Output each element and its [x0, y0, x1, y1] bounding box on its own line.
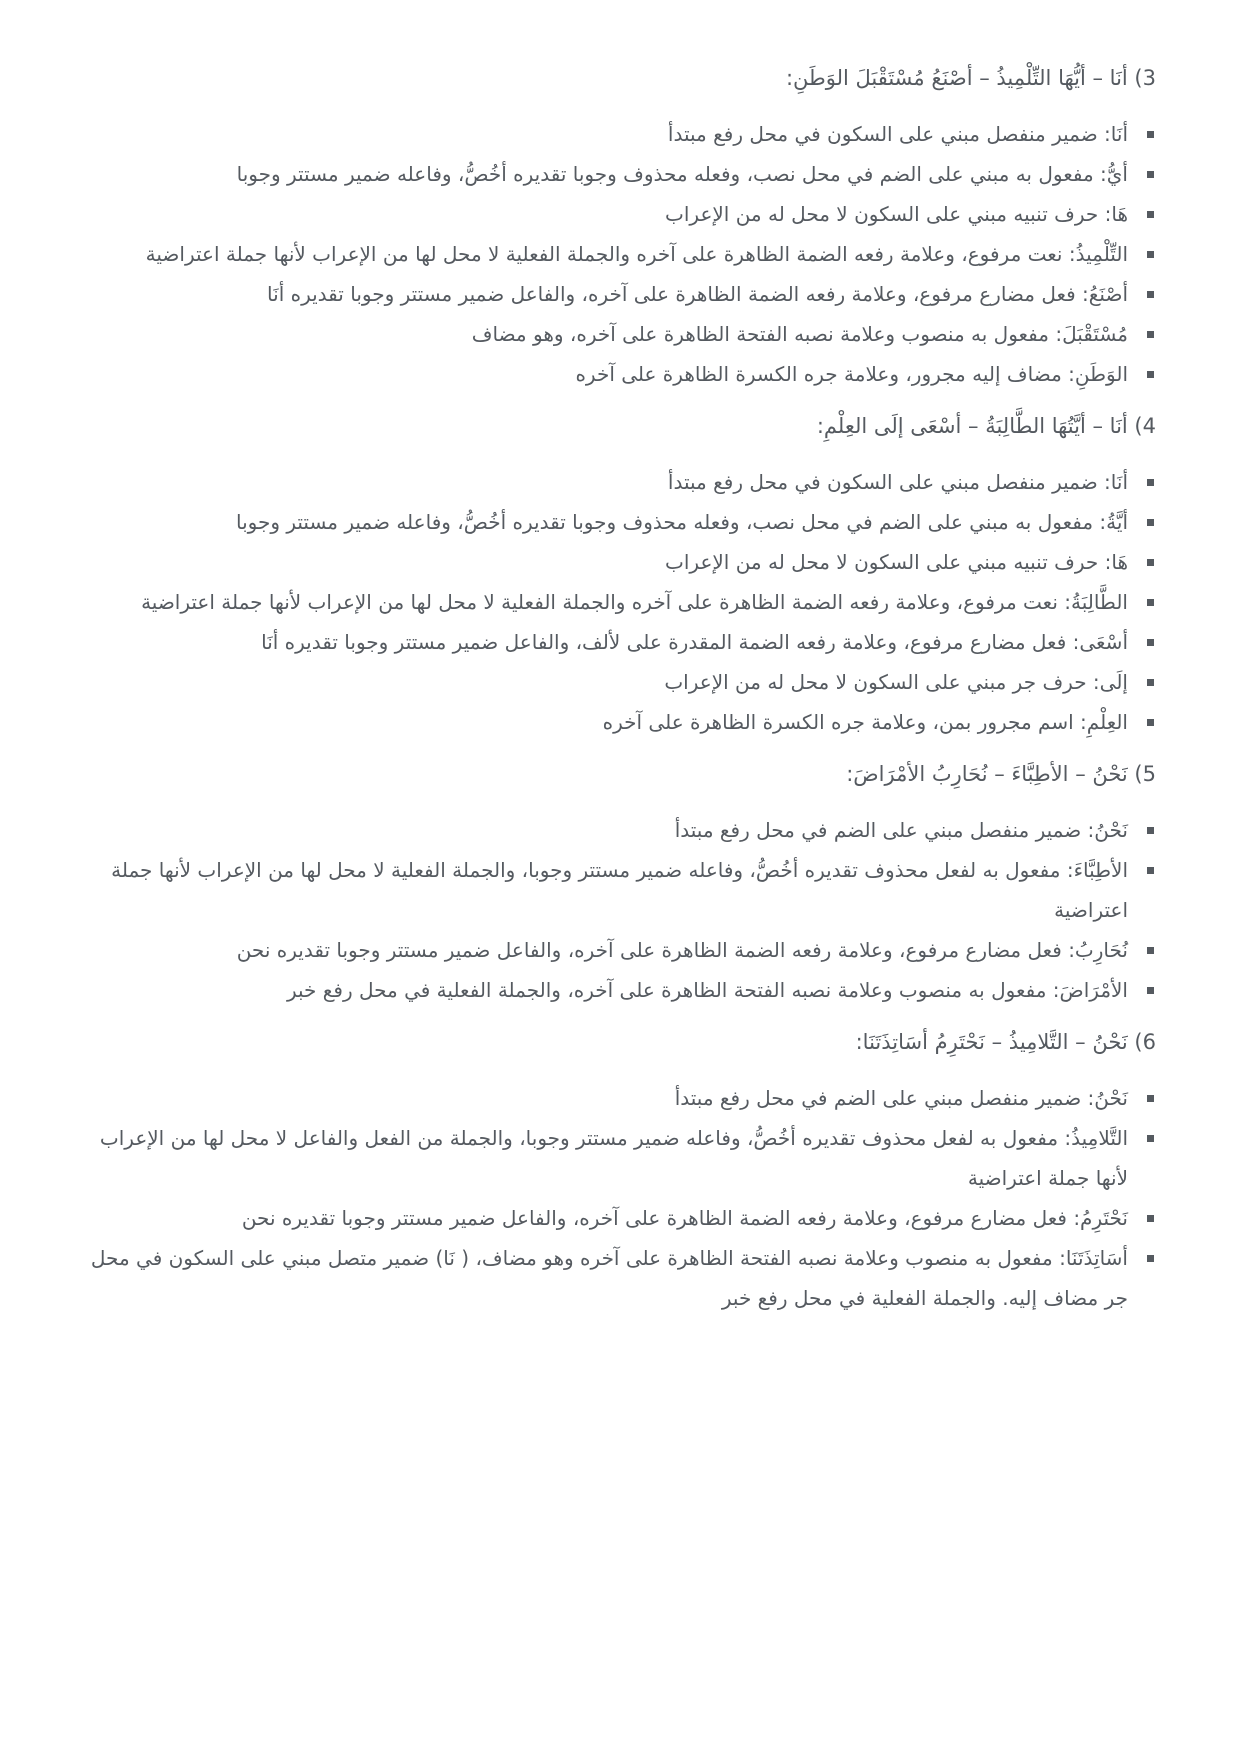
- list-item: [66, 930, 1156, 970]
- list-item: [66, 622, 1156, 662]
- item-text: أيَّةُ: مفعول به مبني على الضم في محل نصب، وفعله محذوف وجوبا تقديره أخُصُّ، وفاعله ضمير مستتر وجوبا: [235, 510, 1128, 534]
- section-6: [66, 1016, 1156, 1318]
- item-text: الوَطَنِ: مضاف إليه مجرور، وعلامة جره الكسرة الظاهرة على آخره: [575, 362, 1128, 386]
- item-text: أصْنَعُ: فعل مضارع مرفوع، وعلامة رفعه الضمة الظاهرة على آخره، والفاعل ضمير مستتر وجوبا تقديره أنَا: [267, 282, 1128, 306]
- list-item: [66, 1078, 1156, 1118]
- square-bullet-icon: [1147, 251, 1154, 258]
- square-bullet-icon: [1147, 331, 1154, 338]
- item-text: أنَا: ضمير منفصل مبني على السكون في محل رفع مبتدأ: [667, 470, 1128, 494]
- list-item: [66, 662, 1156, 702]
- document-page: [66, 52, 1156, 1324]
- item-text: نَحْنُ: ضمير منفصل مبني على الضم في محل رفع مبتدأ: [674, 818, 1128, 842]
- item-text: مُسْتَقْبَلَ: مفعول به منصوب وعلامة نصبه الفتحة الظاهرة على آخره، وهو مضاف: [471, 322, 1128, 346]
- square-bullet-icon: [1147, 827, 1154, 834]
- list-item: [66, 154, 1156, 194]
- square-bullet-icon: [1147, 719, 1154, 726]
- parsing-list: [66, 810, 1156, 1010]
- item-text: التَّلامِيذُ: مفعول به لفعل محذوف تقديره أخُصُّ، وفاعله ضمير مستتر وجوبا، والجملة من الفعل والفاعل لا محل لها من الإعراب لأنها جملة اعتراضية: [99, 1126, 1128, 1190]
- parsing-list: [66, 114, 1156, 394]
- list-item: [66, 582, 1156, 622]
- list-item: [66, 850, 1156, 930]
- item-text: العِلْمِ: اسم مجرور بمن، وعلامة جره الكسرة الظاهرة على آخره: [602, 710, 1128, 734]
- item-text: الطَّالِبَةُ: نعت مرفوع، وعلامة رفعه الضمة الظاهرة على آخره والجملة الفعلية لا محل لها من الإعراب لأنها جملة اعتراضية: [141, 590, 1128, 614]
- item-text: الأطِبَّاءَ: مفعول به لفعل محذوف تقديره أخُصُّ، وفاعله ضمير مستتر وجوبا، والجملة الفعلية لا محل لها من الإعراب لأنها جملة اعتراضية: [111, 858, 1128, 922]
- item-text: نُحَارِبُ: فعل مضارع مرفوع، وعلامة رفعه الضمة الظاهرة على آخره، والفاعل ضمير مستتر وجوبا تقديره نحن: [236, 938, 1128, 962]
- item-text: الأمْرَاضَ: مفعول به منصوب وعلامة نصبه الفتحة الظاهرة على آخره، والجملة الفعلية في محل رفع خبر: [286, 978, 1128, 1002]
- list-item: [66, 1118, 1156, 1198]
- item-text: أسَاتِذَتَنَا: مفعول به منصوب وعلامة نصبه الفتحة الظاهرة على آخره وهو مضاف، ( نَا) ضمير متصل مبني على السكون في محل جر مضاف إليه. والجملة الفعلية في محل رفع خبر: [90, 1246, 1128, 1310]
- list-item: [66, 502, 1156, 542]
- list-item: [66, 314, 1156, 354]
- section-title: 5) نَحْنُ – الأطِبَّاءَ – نُحَارِبُ الأمْرَاضَ:: [846, 762, 1156, 786]
- square-bullet-icon: [1147, 599, 1154, 606]
- square-bullet-icon: [1147, 639, 1154, 646]
- square-bullet-icon: [1147, 947, 1154, 954]
- item-text: هَا: حرف تنبيه مبني على السكون لا محل له من الإعراب: [665, 202, 1128, 226]
- square-bullet-icon: [1147, 131, 1154, 138]
- list-item: [66, 1198, 1156, 1238]
- item-text: نَحْنُ: ضمير منفصل مبني على الضم في محل رفع مبتدأ: [674, 1086, 1128, 1110]
- section-title: 3) أنَا – أيُّهَا التِّلْمِيذُ – أصْنَعُ مُسْتَقْبَلَ الوَطَنِ:: [785, 66, 1156, 90]
- section-3: [66, 52, 1156, 394]
- square-bullet-icon: [1147, 1255, 1154, 1262]
- list-item: [66, 542, 1156, 582]
- item-text: أنَا: ضمير منفصل مبني على السكون في محل رفع مبتدأ: [667, 122, 1128, 146]
- square-bullet-icon: [1147, 479, 1154, 486]
- square-bullet-icon: [1147, 987, 1154, 994]
- list-item: [66, 274, 1156, 314]
- square-bullet-icon: [1147, 679, 1154, 686]
- square-bullet-icon: [1147, 1135, 1154, 1142]
- square-bullet-icon: [1147, 291, 1154, 298]
- list-item: [66, 702, 1156, 742]
- list-item: [66, 1238, 1156, 1318]
- item-text: هَا: حرف تنبيه مبني على السكون لا محل له من الإعراب: [665, 550, 1128, 574]
- square-bullet-icon: [1147, 519, 1154, 526]
- item-text: أيُّ: مفعول به مبني على الضم في محل نصب، وفعله محذوف وجوبا تقديره أخُصُّ، وفاعله ضمير مستتر وجوبا: [236, 162, 1128, 186]
- parsing-list: [66, 1078, 1156, 1318]
- item-text: التِّلْمِيذُ: نعت مرفوع، وعلامة رفعه الضمة الظاهرة على آخره والجملة الفعلية لا محل لها من الإعراب لأنها جملة اعتراضية: [145, 242, 1128, 266]
- list-item: [66, 970, 1156, 1010]
- section-title: 4) أنَا – أيَّتُهَا الطَّالِبَةُ – أسْعَى إلَى العِلْمِ:: [816, 414, 1156, 438]
- square-bullet-icon: [1147, 559, 1154, 566]
- list-item: [66, 810, 1156, 850]
- square-bullet-icon: [1147, 867, 1154, 874]
- list-item: [66, 354, 1156, 394]
- square-bullet-icon: [1147, 1215, 1154, 1222]
- section-5: [66, 748, 1156, 1010]
- square-bullet-icon: [1147, 371, 1154, 378]
- section-title: 6) نَحْنُ – التَّلامِيذُ – نَحْتَرِمُ أسَاتِذَتَنَا:: [855, 1030, 1156, 1054]
- square-bullet-icon: [1147, 211, 1154, 218]
- list-item: [66, 234, 1156, 274]
- square-bullet-icon: [1147, 1095, 1154, 1102]
- list-item: [66, 114, 1156, 154]
- list-item: [66, 194, 1156, 234]
- item-text: إلَى: حرف جر مبني على السكون لا محل له من الإعراب: [664, 670, 1128, 694]
- square-bullet-icon: [1147, 171, 1154, 178]
- item-text: أسْعَى: فعل مضارع مرفوع، وعلامة رفعه الضمة المقدرة على لألف، والفاعل ضمير مستتر وجوبا تقديره أنَا: [261, 630, 1128, 654]
- section-4: [66, 400, 1156, 742]
- list-item: [66, 462, 1156, 502]
- item-text: نَحْتَرِمُ: فعل مضارع مرفوع، وعلامة رفعه الضمة الظاهرة على آخره، والفاعل ضمير مستتر وجوبا تقديره نحن: [241, 1206, 1128, 1230]
- parsing-list: [66, 462, 1156, 742]
